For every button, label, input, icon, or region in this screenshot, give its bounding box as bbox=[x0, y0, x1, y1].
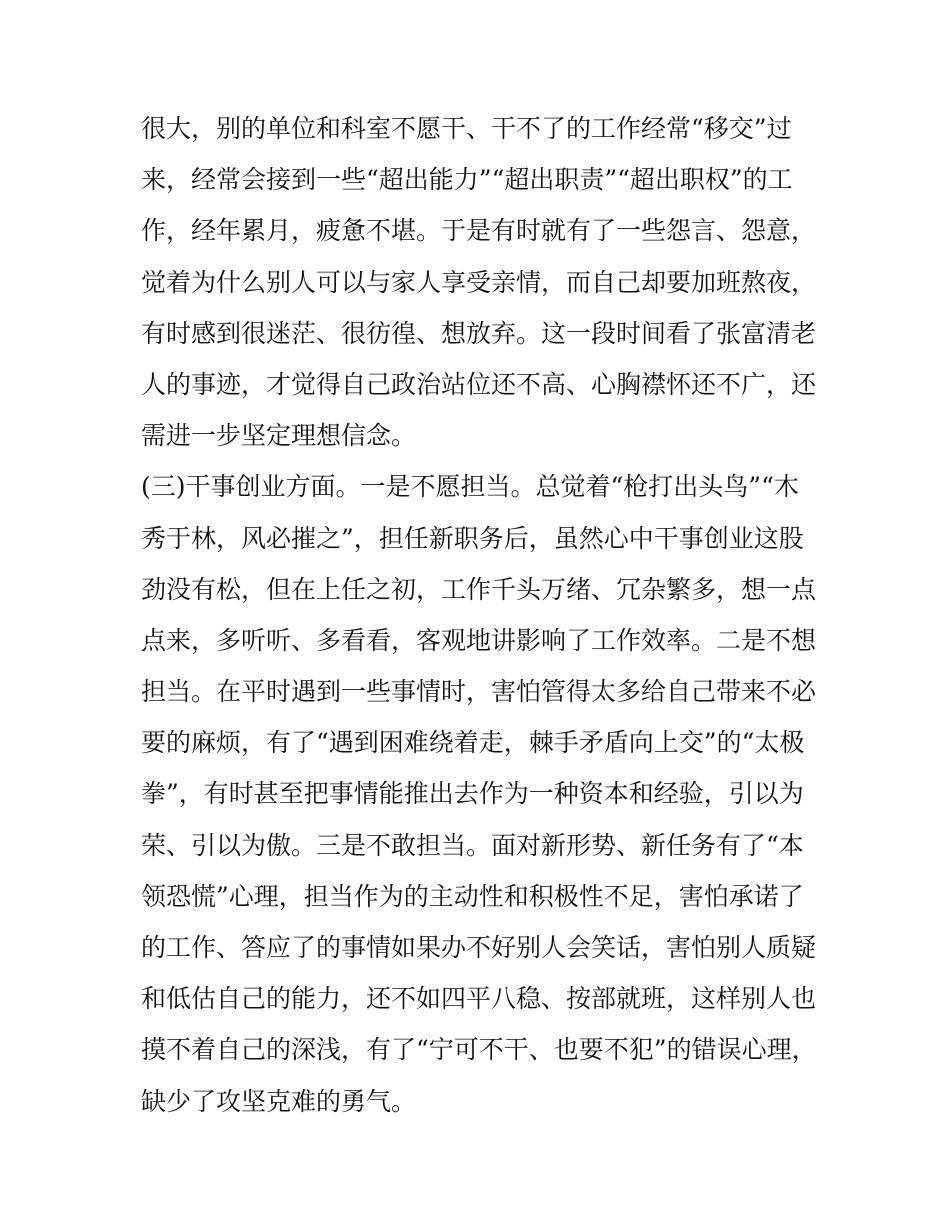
text-line: 摸不着自己的深浅，有了“宁可不干、也要不犯”的错误心理， bbox=[141, 1035, 817, 1065]
text-line: 担当。在平时遇到一些事情时，害怕管得太多给自己带来不必 bbox=[141, 677, 817, 707]
text-line: 有时感到很迷茫、很彷徨、想放弃。这一段时间看了张富清老 bbox=[141, 318, 817, 348]
body-text bbox=[141, 103, 817, 1127]
text-line: 的工作、答应了的事情如果办不好别人会笑话，害怕别人质疑 bbox=[141, 933, 817, 962]
section-heading-line: (三)干事创业方面。一是不愿担当。总觉着“枪打出头鸟”“木 bbox=[141, 472, 799, 502]
text-line: 点来，多听听、多看看，客观地讲影响了工作效率。二是不想 bbox=[141, 625, 817, 655]
text-line: 很大，别的单位和科室不愿干、干不了的工作经常“移交”过 bbox=[141, 114, 792, 143]
text-line: 需进一步坚定理想信念。 bbox=[141, 421, 417, 451]
text-line: 和低估自己的能力，还不如四平八稳、按部就班，这样别人也 bbox=[141, 984, 817, 1014]
text-line: 要的麻烦，有了“遇到困难绕着走，棘手矛盾向上交”的“太极 bbox=[141, 728, 805, 758]
text-line: 荣、引以为傲。三是不敢担当。面对新形势、新任务有了“本 bbox=[141, 830, 804, 860]
text-line: 人的事迹，才觉得自己政治站位还不高、心胸襟怀还不广，还 bbox=[141, 369, 817, 399]
text-line: 觉着为什么别人可以与家人享受亲情，而自己却要加班熬夜， bbox=[141, 267, 817, 297]
text-line: 秀于林，风必摧之”，担任新职务后，虽然心中干事创业这股 bbox=[141, 523, 804, 553]
text-line: 来，经常会接到一些“超出能力”“超出职责”“超出职权”的工 bbox=[141, 165, 793, 195]
text-line: 拳”，有时甚至把事情能推出去作为一种资本和经验，引以为 bbox=[141, 779, 804, 809]
text-line: 缺少了攻坚克难的勇气。 bbox=[141, 1086, 417, 1116]
text-line: 劲没有松，但在上任之初，工作千头万绪、冗杂繁多，想一点 bbox=[141, 574, 817, 604]
text-line: 作，经年累月，疲惫不堪。于是有时就有了一些怨言、怨意， bbox=[141, 216, 817, 246]
text-line: 领恐慌”心理，担当作为的主动性和积极性不足，害怕承诺了 bbox=[141, 881, 804, 911]
